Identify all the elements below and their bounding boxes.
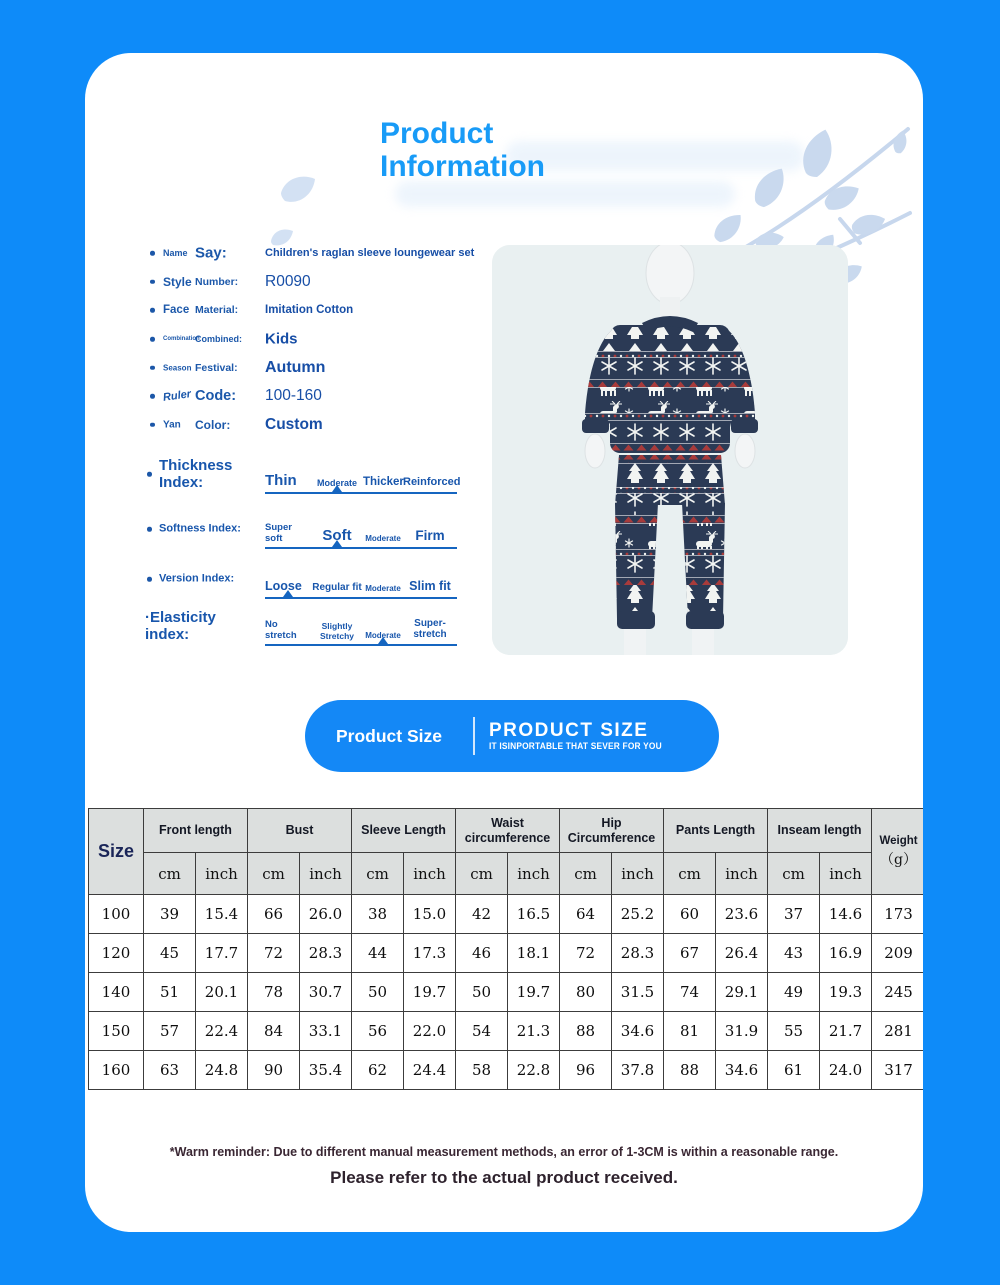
table-cell: 22.4 (196, 1012, 248, 1051)
attribute-row-5 (145, 382, 505, 411)
index-option: Moderate (316, 478, 357, 489)
index-option: Moderate (365, 534, 401, 544)
table-cell: 23.6 (716, 895, 768, 934)
pant-cuff (617, 611, 655, 629)
weight-label: Weight (879, 834, 918, 847)
table-cell: 84 (248, 1012, 300, 1051)
table-cell: 19.7 (404, 973, 456, 1012)
table-cell: 56 (352, 1012, 404, 1051)
table-cell: 88 (664, 1051, 716, 1090)
index-option: Regular fit (312, 582, 362, 594)
table-cell: 72 (248, 934, 300, 973)
table-header-group: Pants Length (664, 809, 768, 853)
page-title-line2: Information (380, 150, 545, 183)
table-cell: 16.5 (508, 895, 560, 934)
table-cell: 35.4 (300, 1051, 352, 1090)
index-scale (265, 611, 457, 646)
index-scale (265, 459, 461, 494)
bullet-icon (150, 423, 155, 428)
index-row-3 (145, 600, 465, 652)
table-row (89, 1051, 924, 1090)
table-cell: 80 (560, 973, 612, 1012)
table-cell: 46 (456, 934, 508, 973)
table-header-group: Front length (144, 809, 248, 853)
attribute-value: 100-160 (265, 387, 322, 405)
attributes-list (145, 239, 505, 439)
index-scale-line (265, 644, 457, 646)
table-cell: 50 (352, 973, 404, 1012)
table-cell: 49 (768, 973, 820, 1012)
pajama-set-illustration (492, 245, 848, 655)
index-option: Moderate (365, 584, 401, 594)
table-cell: 24.4 (404, 1051, 456, 1090)
index-scale (265, 564, 457, 599)
table-cell: 14.6 (820, 895, 872, 934)
attribute-tiny-label: Season (163, 363, 192, 373)
index-option: Slim fit (409, 579, 451, 594)
index-marker-icon (378, 637, 388, 644)
attribute-tiny-label: Combination (163, 336, 200, 343)
table-cell: 62 (352, 1051, 404, 1090)
table-cell: 22.0 (404, 1012, 456, 1051)
table-cell: 45 (144, 934, 196, 973)
index-option: Slightly Stretchy (319, 621, 354, 641)
table-header-group: Bust (248, 809, 352, 853)
table-cell: 29.1 (716, 973, 768, 1012)
bullet-icon (147, 577, 152, 582)
table-cell: 26.0 (300, 895, 352, 934)
table-header-inch: inch (196, 853, 248, 895)
table-cell: 74 (664, 973, 716, 1012)
warm-reminder: *Warm reminder: Due to different manual measurement methods, an error of 1-3CM is within a reasonable range. (169, 1145, 839, 1159)
index-option: Thin (265, 471, 297, 489)
table-cell: 15.4 (196, 895, 248, 934)
table-cell: 58 (456, 1051, 508, 1090)
attribute-row-1 (145, 268, 505, 297)
table-cell: 30.7 (300, 973, 352, 1012)
index-option: Loose (265, 579, 302, 594)
table-header-group: Sleeve Length (352, 809, 456, 853)
table-header-inch: inch (508, 853, 560, 895)
table-cell: 19.3 (820, 973, 872, 1012)
attribute-value: Imitation Cotton (265, 304, 354, 317)
product-info-card (85, 53, 923, 1232)
table-cell: 21.3 (508, 1012, 560, 1051)
table-header-group: Waist circumference (456, 809, 560, 853)
attribute-label: Material: (195, 304, 239, 317)
index-option: Thicker (363, 476, 404, 489)
cell-weight: 317 (872, 1051, 923, 1090)
table-cell: 21.7 (820, 1012, 872, 1051)
table-cell: 39 (144, 895, 196, 934)
table-row (89, 973, 924, 1012)
table-cell: 42 (456, 895, 508, 934)
attribute-value: Kids (265, 330, 298, 348)
table-cell: 81 (664, 1012, 716, 1051)
table-cell: 37.8 (612, 1051, 664, 1090)
attribute-tiny-label: Ruler (162, 388, 192, 405)
attribute-label: Say: (195, 244, 227, 262)
table-cell: 18.1 (508, 934, 560, 973)
table-cell: 38 (352, 895, 404, 934)
pant-cuff (686, 611, 724, 629)
bullet-icon (150, 337, 155, 342)
cell-size: 160 (89, 1051, 144, 1090)
table-header-cm: cm (664, 853, 716, 895)
table-cell: 22.8 (508, 1051, 560, 1090)
table-header-inch: inch (404, 853, 456, 895)
table-cell: 31.5 (612, 973, 664, 1012)
table-cell: 50 (456, 973, 508, 1012)
attribute-label: Color: (195, 417, 231, 432)
index-label: Thickness Index: (159, 456, 233, 491)
banner-right-subtitle: IT ISINPORTABLE THAT SEVER FOR YOU (489, 741, 662, 752)
table-header-cm: cm (144, 853, 196, 895)
table-cell: 54 (456, 1012, 508, 1051)
index-scale (265, 514, 457, 549)
index-scale-line (265, 597, 457, 599)
table-cell: 34.6 (716, 1051, 768, 1090)
cell-size: 150 (89, 1012, 144, 1051)
index-row-1 (145, 503, 465, 555)
table-cell: 17.3 (404, 934, 456, 973)
sleeve-cuff (731, 419, 758, 433)
product-photo (492, 245, 848, 655)
page-title (380, 117, 545, 183)
bullet-icon (147, 527, 152, 532)
table-cell: 24.8 (196, 1051, 248, 1090)
cell-size: 140 (89, 973, 144, 1012)
table-cell: 37 (768, 895, 820, 934)
table-cell: 19.7 (508, 973, 560, 1012)
size-table (88, 808, 923, 1090)
attribute-row-6 (145, 411, 505, 440)
cell-weight: 173 (872, 895, 923, 934)
index-option: Firm (415, 528, 445, 544)
bullet-icon (150, 280, 155, 285)
index-scale-line (265, 547, 457, 549)
weight-unit: （g） (880, 851, 918, 868)
banner-right-block (475, 721, 675, 752)
table-cell: 57 (144, 1012, 196, 1051)
banner-right-title: PRODUCT SIZE (489, 719, 649, 741)
table-cell: 66 (248, 895, 300, 934)
table-cell: 72 (560, 934, 612, 973)
table-cell: 16.9 (820, 934, 872, 973)
table-cell: 17.7 (196, 934, 248, 973)
table-row (89, 934, 924, 973)
table-cell: 78 (248, 973, 300, 1012)
table-cell: 60 (664, 895, 716, 934)
attribute-label: Code: (195, 388, 237, 405)
table-header-group: Hip Circumference (560, 809, 664, 853)
table-cell: 96 (560, 1051, 612, 1090)
table-cell: 67 (664, 934, 716, 973)
index-option: Super soft (265, 522, 292, 544)
attribute-label: Number: (195, 275, 239, 288)
table-cell: 61 (768, 1051, 820, 1090)
index-row-2 (145, 553, 465, 605)
index-label: ·Elasticity index: (145, 608, 216, 643)
bullet-icon (147, 472, 152, 477)
index-option: Moderate (365, 631, 401, 641)
index-option: Reinforced (403, 475, 461, 488)
index-marker-icon (332, 485, 342, 492)
table-cell: 44 (352, 934, 404, 973)
refer-note: Please refer to the actual product received. (330, 1168, 678, 1187)
index-marker-icon (332, 540, 342, 547)
index-option: No stretch (265, 619, 297, 641)
banner-divider (473, 717, 475, 755)
table-header-cm: cm (560, 853, 612, 895)
table-header-inch: inch (612, 853, 664, 895)
table-cell: 25.2 (612, 895, 664, 934)
table-header-cm: cm (352, 853, 404, 895)
attribute-value: Custom (265, 415, 323, 433)
attribute-value: R0090 (265, 272, 311, 290)
attribute-tiny-label: Name (163, 248, 188, 259)
page-title-line1: Product (380, 117, 494, 150)
index-marker-icon (283, 590, 293, 597)
table-header-group: Inseam length (768, 809, 872, 853)
index-scales (145, 448, 475, 663)
table-cell: 88 (560, 1012, 612, 1051)
sleeve-cuff (582, 419, 609, 433)
table-cell: 26.4 (716, 934, 768, 973)
table-cell: 33.1 (300, 1012, 352, 1051)
table-cell: 31.9 (716, 1012, 768, 1051)
table-cell: 15.0 (404, 895, 456, 934)
attribute-value: Children's raglan sleeve loungewear set (265, 247, 475, 260)
bullet-icon (150, 251, 155, 256)
table-cell: 55 (768, 1012, 820, 1051)
table-cell: 64 (560, 895, 612, 934)
table-cell: 28.3 (300, 934, 352, 973)
table-cell: 90 (248, 1051, 300, 1090)
table-cell: 28.3 (612, 934, 664, 973)
attribute-tiny-label: Style (163, 274, 192, 289)
table-cell: 34.6 (612, 1012, 664, 1051)
table-cell: 24.0 (820, 1051, 872, 1090)
attribute-tiny-label: Yan (163, 419, 181, 431)
table-cell: 20.1 (196, 973, 248, 1012)
banner-left-label: Product Size (336, 725, 442, 746)
attribute-row-4 (145, 353, 505, 382)
index-label: Softness Index: (159, 522, 241, 535)
index-option: Super-stretch (413, 618, 447, 641)
table-header-inch: inch (300, 853, 352, 895)
index-option: Soft (322, 526, 352, 544)
table-header-size: Size (89, 809, 144, 895)
bullet-icon (150, 365, 155, 370)
cell-weight: 245 (872, 973, 923, 1012)
table-cell: 63 (144, 1051, 196, 1090)
index-scale-line (265, 492, 457, 494)
cell-weight: 281 (872, 1012, 923, 1051)
table-header-weight (872, 809, 923, 895)
index-row-0 (145, 448, 465, 500)
attribute-row-3 (145, 325, 505, 354)
attribute-tiny-label: Face (163, 304, 190, 317)
attribute-row-0 (145, 239, 505, 268)
table-header-cm: cm (768, 853, 820, 895)
table-header-inch: inch (820, 853, 872, 895)
attribute-row-2 (145, 296, 505, 325)
table-cell: 43 (768, 934, 820, 973)
title-highlight-streak (395, 181, 735, 207)
bullet-icon (150, 394, 155, 399)
attribute-label: Festival: (195, 361, 238, 374)
table-row (89, 895, 924, 934)
table-row (89, 1012, 924, 1051)
table-header-cm: cm (456, 853, 508, 895)
bullet-icon (150, 308, 155, 313)
cell-size: 100 (89, 895, 144, 934)
index-label: Version Index: (159, 572, 235, 585)
table-cell: 51 (144, 973, 196, 1012)
title-highlight-streak (505, 141, 805, 171)
attribute-label: Combined: (195, 334, 242, 345)
attribute-value: Autumn (265, 358, 326, 376)
table-header-inch: inch (716, 853, 768, 895)
cell-weight: 209 (872, 934, 923, 973)
cell-size: 120 (89, 934, 144, 973)
product-size-banner (305, 700, 719, 772)
table-header-cm: cm (248, 853, 300, 895)
